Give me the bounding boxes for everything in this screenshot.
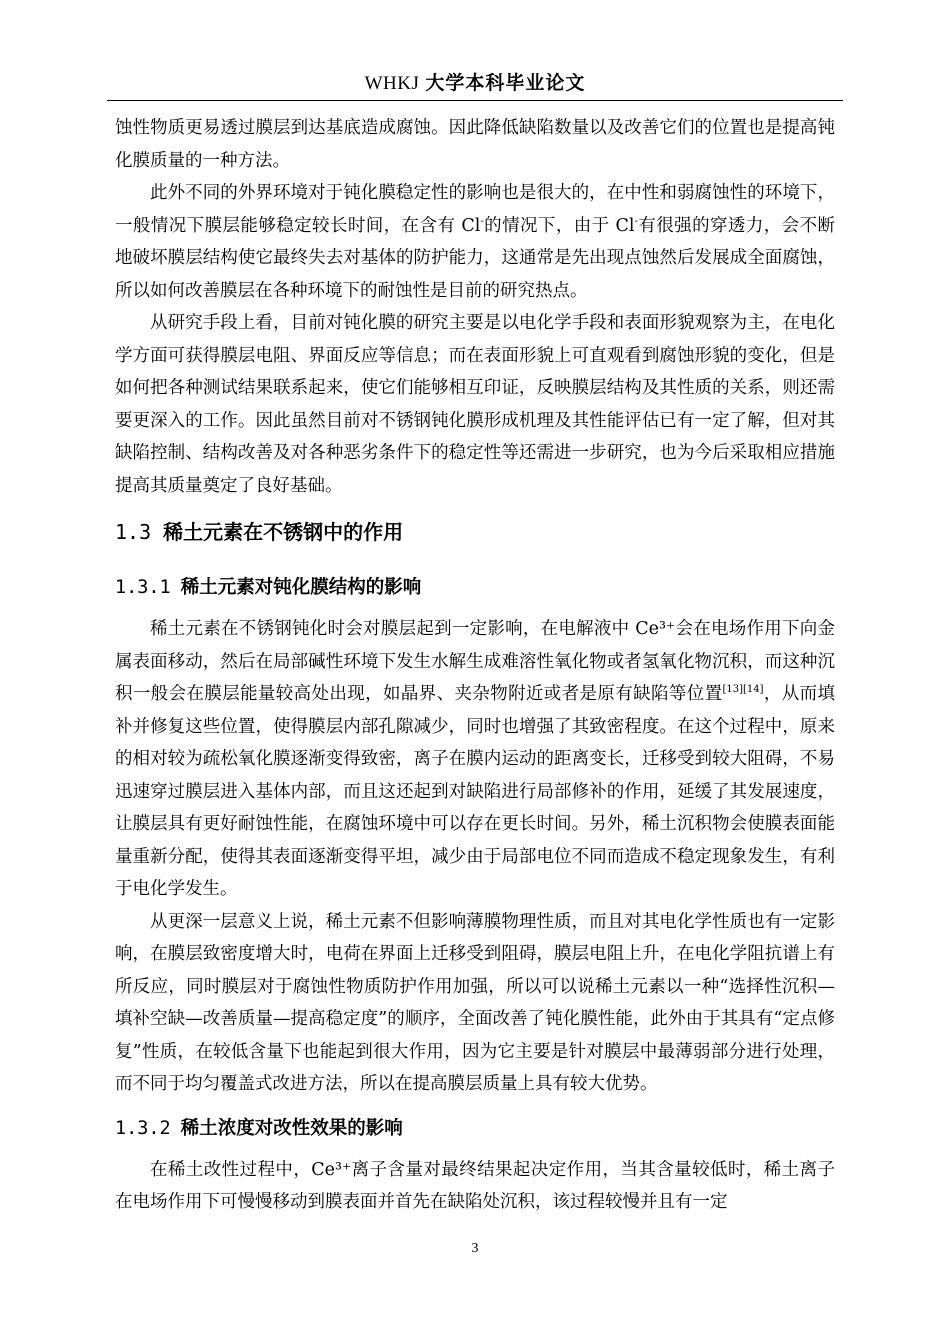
subsection-number: 1.3.2 xyxy=(115,1117,171,1139)
body-content xyxy=(115,112,835,1219)
text-span: 稀土元素在不锈钢钝化时会对膜层起到一定影响，在电解液中 Ce³⁺会在电场作用下向金属表面移动，然后在局部碱性环境下发生水解生成难溶性氧化物或者氢氧化物沉积，而这种沉积一般会在膜层能量较高处出现，如晶界、夹杂物附近或者是原有缺陷等位置 xyxy=(115,619,835,704)
section-heading-1-3-1 xyxy=(115,560,835,613)
paragraph-electrochemical: 从更深一层意义上说，稀土元素不但影响薄膜物理性质，而且对其电化学性质也有一定影响，在膜层致密度增大时，电荷在界面上迁移受到阻碍，膜层电阻上升，在电化学阻抗谱上有所反应，同时膜层对于腐蚀性物质防护作用加强，所以可以说稀土元素以一种“选择性沉积—填补空缺—改善质量—提高稳定度”的顺序，全面改善了钝化膜性能，此外由于其具有“定点修复”性质，在较低含量下也能起到很大作用，因为它主要是针对膜层中最薄弱部分进行处理，而不同于均匀覆盖式改进方法，所以在提高膜层质量上具有较大优势。 xyxy=(115,911,835,1094)
section-title: 稀土元素在不锈钢中的作用 xyxy=(163,520,404,544)
text-span: ，从而填补并修复这些位置，使得膜层内部孔隙减少，同时也增强了其致密程度。在这个过程中，原来的相对较为疏松氧化膜逐渐变得致密，离子在膜内运动的距离变长，迁移受到较大阻碍，不易迅速穿过膜层进入基体内部，而且这还起到对缺陷进行局部修补的作用，延缓了其发展速度，让膜层具有更好耐蚀性能，在腐蚀环境中可以存在更长时间。另外，稀土沉积物会使膜表面能量重新分配，使得其表面逐渐变得平坦，减少由于局部电位不同而造成不稳定现象发生，有利于电化学发生。 xyxy=(115,684,835,899)
paragraph-research-methods: 从研究手段上看，目前对钝化膜的研究主要是以电化学手段和表面形貌观察为主，在电化学方面可获得膜层电阻、界面反应等信息；而在表面形貌上可直观看到腐蚀形貌的变化，但是如何把各种测试结果联系起来，使它们能够相互印证，反映膜层结构及其性质的关系，则还需要更深入的工作。因此虽然目前对不锈钢钝化膜形成机理及其性能评估已有一定了解，但对其缺陷控制、结构改善及对各种恶劣条件下的稳定性等还需进一步研究，也为今后采取相应措施提高其质量奠定了良好基础。 xyxy=(115,313,835,496)
superscript: - xyxy=(634,215,638,227)
section-heading-1-3 xyxy=(115,502,835,560)
paragraph-rare-earth-structure xyxy=(115,613,835,906)
text-span: 此外不同的外界环境对于钝化膜稳定性的影响也是很大的，在中性和弱腐蚀性的环境下，一般情况下膜层能够稳定较长时间，在含有 Cl xyxy=(115,183,835,236)
section-number: 1.3 xyxy=(115,520,152,544)
text-span: 有很强的穿透力，会不断地破坏膜层结构使它最终失去对基体的防护能力，这通常是先出现点蚀然后发展成全面腐蚀，所以如何改善膜层在各种环境下的耐蚀性是目前的研究热点。 xyxy=(115,215,836,301)
page-number: 3 xyxy=(471,1241,479,1256)
section-heading-1-3-2 xyxy=(115,1101,835,1154)
page-header xyxy=(107,68,843,98)
subsection-title: 稀土元素对钝化膜结构的影响 xyxy=(180,577,422,598)
paragraph-continued: 蚀性物质更易透过膜层到达基底造成腐蚀。因此降低缺陷数量以及改善它们的位置也是提高钝化膜质量的一种方法。 xyxy=(115,118,835,171)
citation: [13][14] xyxy=(722,684,764,696)
header-title: 大学本科毕业论文 xyxy=(425,72,586,94)
subsection-title: 稀土浓度对改性效果的影响 xyxy=(180,1117,403,1139)
header-latin: WHKJ xyxy=(364,73,420,94)
paragraph-environment xyxy=(115,177,835,307)
superscript: - xyxy=(480,215,484,227)
paragraph-concentration: 在稀土改性过程中，Ce³⁺离子含量对最终结果起决定作用，当其含量较低时，稀土离子在电场作用下可慢慢移动到膜表面并首先在缺陷处沉积，该过程较慢并且有一定 xyxy=(115,1159,835,1212)
subsection-number: 1.3.1 xyxy=(115,577,171,598)
text-span: 的情况下，由于 Cl xyxy=(483,215,635,236)
header-rule xyxy=(107,100,843,101)
